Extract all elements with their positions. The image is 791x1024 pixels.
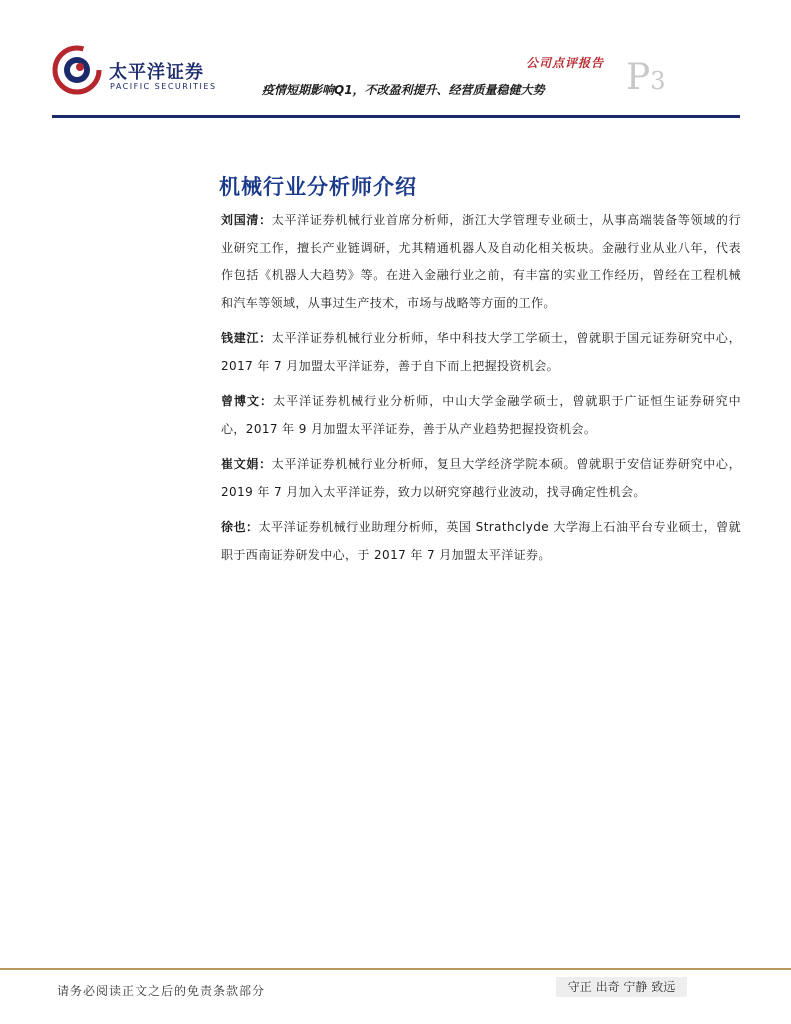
analyst-description: 太平洋证券机械行业分析师，复旦大学经济学院本硕。曾就职于安信证券研究中心，2019 年 7 月加入太平洋证券，致力以研究穿越行业波动，找寻确定性机会。 xyxy=(221,457,741,499)
analyst-description: 太平洋证券机械行业分析师，华中科技大学工学硕士，曾就职于国元证券研究中心，2017 年 7 月加盟太平洋证券，善于自下而上把握投资机会。 xyxy=(221,331,741,373)
footer-disclaimer: 请务必阅读正文之后的免责条款部分 xyxy=(57,984,266,998)
analyst-name: 曾博文： xyxy=(221,394,274,408)
footer-motto: 守正 出奇 宁静 致远 xyxy=(556,977,687,997)
analyst-name: 钱建江： xyxy=(221,331,272,345)
analyst-bio xyxy=(221,514,741,569)
logo-english-name: PACIFIC SECURITIES xyxy=(110,82,217,91)
analyst-name: 刘国清： xyxy=(221,213,272,227)
section-title: 机械行业分析师介绍 xyxy=(219,175,417,199)
report-type-label: 公司点评报告 xyxy=(526,56,605,70)
company-logo xyxy=(52,44,217,94)
logo-chinese-name: 太平洋证券 xyxy=(109,62,204,83)
analyst-name: 崔文娟： xyxy=(221,457,272,471)
page-number-value: 3 xyxy=(650,67,666,95)
report-title: 疫情短期影响Q1，不改盈利提升、经营质量稳健大势 xyxy=(262,83,545,97)
page-number xyxy=(626,57,666,99)
footer-divider xyxy=(0,968,791,970)
analyst-bio xyxy=(221,451,741,506)
analyst-list xyxy=(221,207,741,577)
analyst-bio xyxy=(221,388,741,443)
analyst-bio xyxy=(221,207,741,317)
analyst-description: 太平洋证券机械行业助理分析师，英国 Strathclyde 大学海上石油平台专业硕士，曾就职于西南证券研发中心，于 2017 年 7 月加盟太平洋证券。 xyxy=(221,520,742,562)
page-letter: P xyxy=(626,57,651,98)
header-divider xyxy=(52,115,740,118)
analyst-bio xyxy=(221,325,741,380)
analyst-name: 徐也： xyxy=(221,520,259,534)
analyst-description: 太平洋证券机械行业分析师，中山大学金融学硕士，曾就职于广证恒生证券研究中心，2017 年 9 月加盟太平洋证券，善于从产业趋势把握投资机会。 xyxy=(221,394,741,436)
page-header xyxy=(0,0,791,120)
logo-emblem-icon xyxy=(52,44,104,96)
analyst-description: 太平洋证券机械行业首席分析师，浙江大学管理专业硕士，从事高端装备等领域的行业研究工作，擅长产业链调研，尤其精通机器人及自动化相关板块。金融行业从业八年，代表作包括《机器人大趋势》等。在进入金融行业之前，有丰富的实业工作经历，曾经在工程机械和汽车等领域，从事过生产技术，市场与战略等方面的工作。 xyxy=(221,213,741,310)
